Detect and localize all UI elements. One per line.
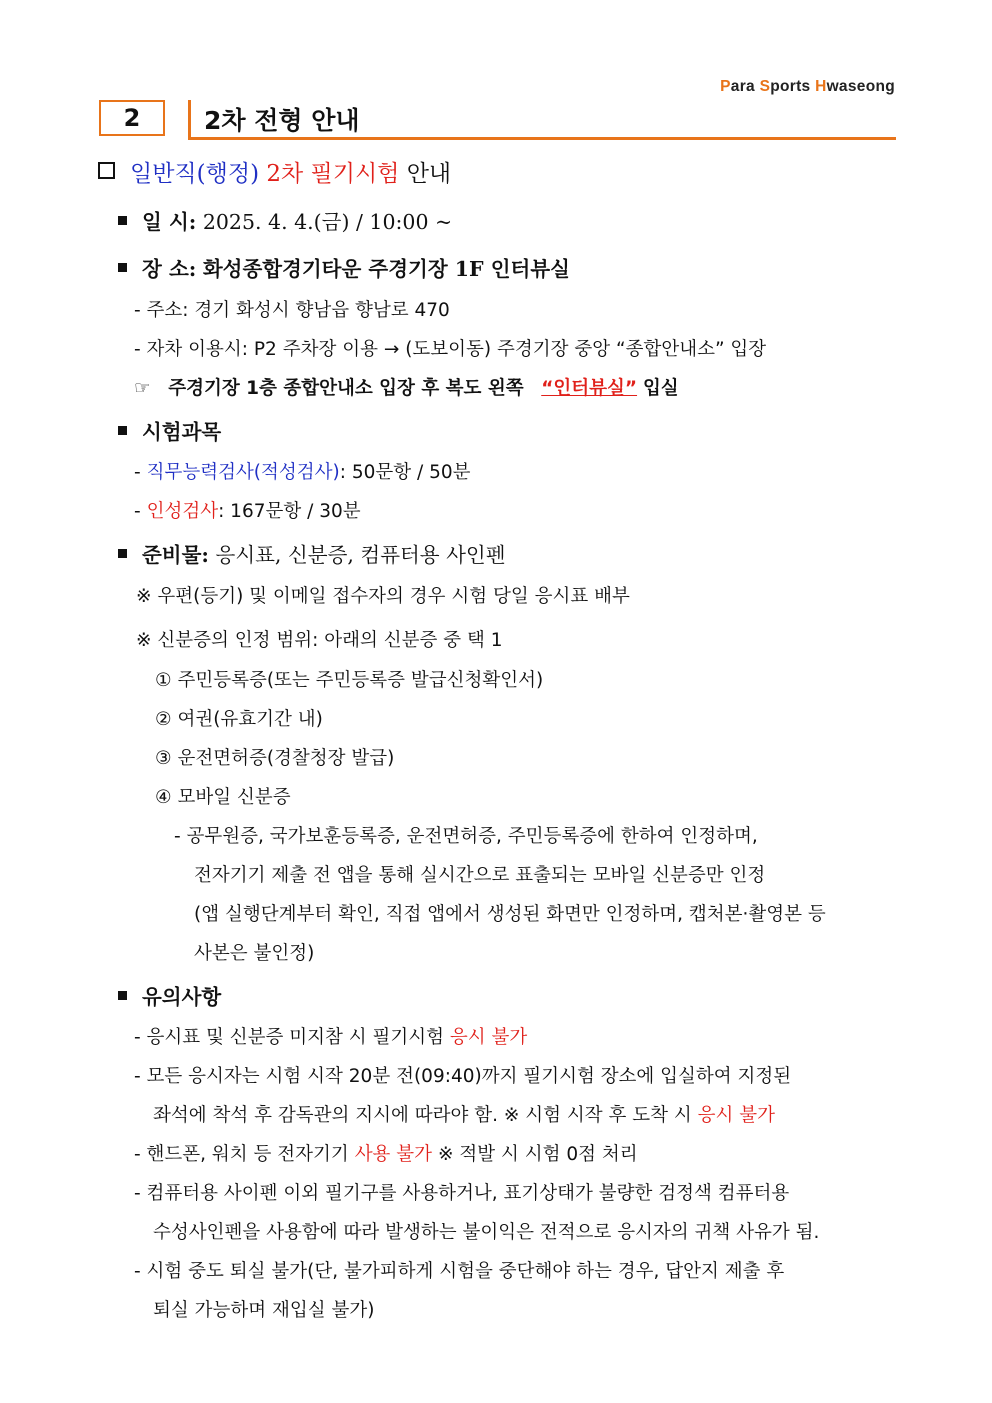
caution-4-line1: - 컴퓨터용 사이펜 이외 필기구를 사용하거나, 표기상태가 불량한 검정색 컴퓨터용 — [134, 1183, 790, 1204]
cautions-item: 유의사항 — [118, 980, 221, 1010]
caution-2-line2: 좌석에 착석 후 감독관의 지시에 따라야 함. ※ 시험 시작 후 도착 시 응시 불가 — [153, 1105, 775, 1126]
subject-personality: - 인성검사: 167문항 / 30분 — [134, 501, 361, 522]
interview-room-label: “인터뷰실” — [541, 378, 638, 399]
square-bullet-icon — [118, 263, 127, 272]
caution-2-line1: - 모든 응시자는 시험 시작 20분 전(09:40)까지 필기시험 장소에 입실하여 지정된 — [134, 1066, 792, 1087]
square-bullet-icon — [118, 991, 127, 1000]
id-item-passport: ② 여권(유효기간 내) — [155, 709, 323, 730]
notice-heading: 일반직(행정) 2차 필기시험 안내 — [98, 155, 451, 188]
mobile-id-note-line2: 전자기기 제출 전 앱을 통해 실시간으로 표출되는 모바일 신분증만 인정 — [194, 865, 766, 886]
caution-5-line1: - 시험 중도 퇴실 불가(단, 불가피하게 시험을 중단해야 하는 경우, 답안지 제출 후 — [134, 1261, 785, 1282]
square-bullet-icon — [118, 426, 127, 435]
caution-3: - 핸드폰, 워치 등 전자기기 사용 불가 ※ 적발 시 시험 0점 처리 — [134, 1144, 638, 1165]
square-bullet-icon — [118, 216, 127, 225]
section-title-underline — [188, 137, 896, 140]
subject-aptitude: - 직무능력검사(적성검사): 50문항 / 50분 — [134, 462, 471, 483]
caution-1: - 응시표 및 신분증 미지참 시 필기시험 응시 불가 — [134, 1027, 528, 1048]
venue-address: - 주소: 경기 화성시 향남읍 향남로 470 — [134, 300, 450, 321]
brand-logo-text: Para Sports Hwaseong — [720, 78, 895, 95]
mobile-id-note-line1: - 공무원증, 국가보훈등록증, 운전면허증, 주민등록증에 한하여 인정하며, — [174, 826, 758, 847]
checkbox-icon — [98, 162, 115, 179]
section-number-box — [99, 100, 165, 136]
venue-note: ☞ 주경기장 1층 종합안내소 입장 후 복도 왼쪽 “인터뷰실” 입실 — [134, 378, 679, 399]
mobile-id-note-line3: (앱 실행단계부터 확인, 직접 앱에서 생성된 화면만 인정하며, 캡처본·촬영본 등 — [194, 904, 826, 925]
section-number: 2 — [123, 104, 141, 132]
subjects-item: 시험과목 — [118, 415, 221, 445]
materials-note-id-range: ※ 신분증의 인정 범위: 아래의 신분증 중 택 1 — [136, 630, 503, 651]
section-title: 2차 전형 안내 — [204, 106, 360, 135]
section-title-bar — [188, 100, 191, 138]
caution-5-line2: 퇴실 가능하며 재입실 불가) — [153, 1300, 375, 1321]
pointing-hand-icon: ☞ — [134, 378, 151, 399]
id-item-resident: ① 주민등록증(또는 주민등록증 발급신청확인서) — [155, 670, 544, 691]
square-bullet-icon — [118, 549, 127, 558]
caution-4-line2: 수성사인펜을 사용함에 따라 발생하는 불이익은 전적으로 응시자의 귀책 사유가 됨. — [153, 1222, 820, 1243]
materials-note-mail: ※ 우편(등기) 및 이메일 접수자의 경우 시험 당일 응시표 배부 — [136, 586, 630, 607]
venue-parking: - 자차 이용시: P2 주차장 이용 → (도보이동) 주경기장 중앙 “종합안내소” 입장 — [134, 339, 767, 360]
venue-item: 장 소: 화성종합경기타운 주경기장 1F 인터뷰실 — [118, 252, 570, 282]
id-item-mobile: ④ 모바일 신분증 — [155, 787, 291, 808]
mobile-id-note-line4: 사본은 불인정) — [194, 943, 315, 964]
id-item-license: ③ 운전면허증(경찰청장 발급) — [155, 748, 395, 769]
materials-item: 준비물: 응시표, 신분증, 컴퓨터용 사인펜 — [118, 538, 506, 568]
schedule-item: 일 시: 2025. 4. 4.(금) / 10:00 ~ — [118, 205, 452, 235]
